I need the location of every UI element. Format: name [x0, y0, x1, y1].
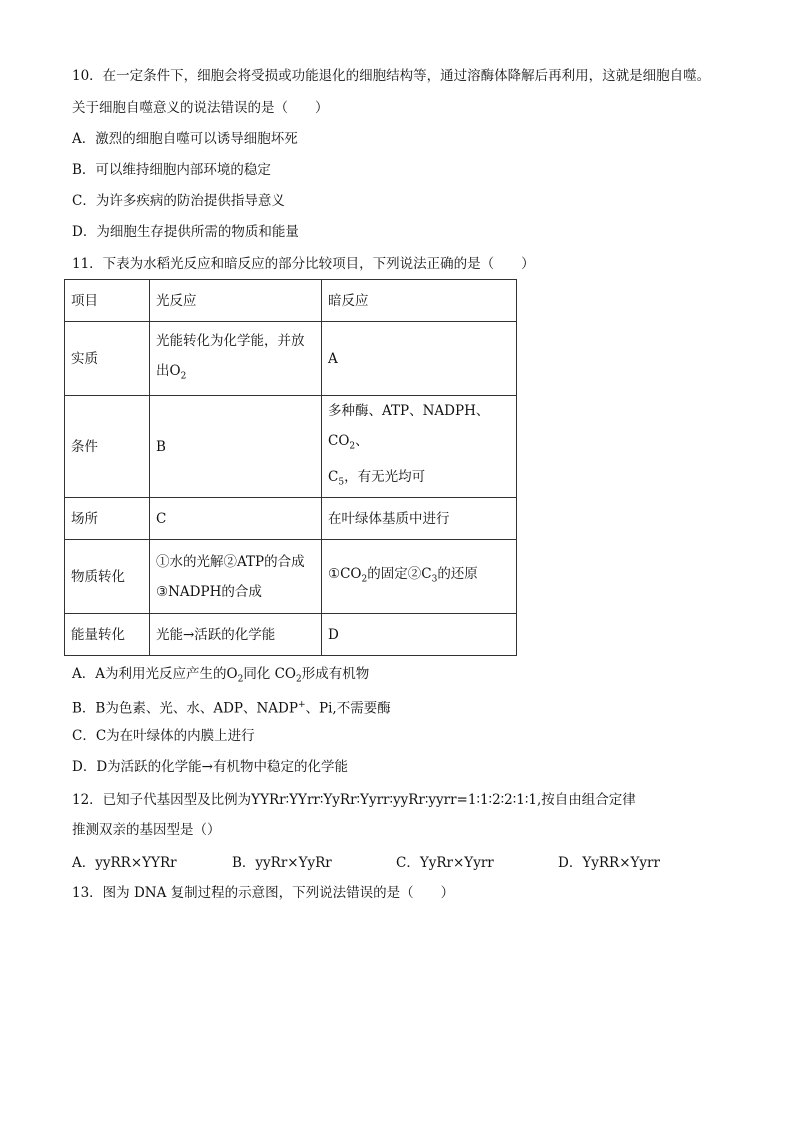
- q12-option-d: D．YyRR×Yyrr: [558, 855, 660, 871]
- table-cell: $①CO_2$的固定$②C_3$的还原: [322, 540, 517, 614]
- q10-stem-line1: 10．在一定条件下，细胞会将受损或功能退化的细胞结构等，通过溶酶体降解后再利用，这就是细胞自噬。: [72, 68, 711, 84]
- q11-option-d: D．D为活跃的化学能→有机物中稳定的化学能: [72, 759, 348, 775]
- row-label: 物质转化: [65, 540, 150, 614]
- table-cell: A: [322, 322, 517, 396]
- table-row: [65, 498, 517, 540]
- table-row: [65, 280, 517, 322]
- q11-option-a: A．A为利用光反应产生的$O_2$同化 $CO_2$形成有机物: [72, 666, 370, 685]
- table-cell: C: [150, 498, 322, 540]
- table-cell: 多种酶、ATP、NADPH、$CO_2$、 $C_5$，有无光均可: [322, 396, 517, 498]
- table-cell: B: [150, 396, 322, 498]
- table-cell: D: [322, 614, 517, 656]
- q11-option-c: C．C为在叶绿体的内膜上进行: [72, 728, 255, 744]
- q12-option-c: C．YyRr×Yyrr: [396, 855, 494, 871]
- q10-option-c: C．为许多疾病的防治提供指导意义: [72, 193, 285, 209]
- q12-stem-line1: 12．已知子代基因型及比例为YYRr∶YYrr∶YyRr∶Yyrr∶yyRr∶yyrr=1∶1∶2∶2∶1∶1,按自由组合定律: [72, 792, 636, 808]
- table-row: [65, 614, 517, 656]
- comparison-table: [64, 279, 517, 656]
- q11-option-b: B．B为色素、光、水、ADP、NADP+、Pi,不需要酶: [72, 700, 391, 717]
- q10-option-b: B．可以维持细胞内部环境的稳定: [72, 162, 271, 178]
- row-label: 条件: [65, 396, 150, 498]
- q12-option-b: B．yyRr×YyRr: [232, 855, 332, 871]
- table-row: [65, 540, 517, 614]
- q12-stem-line2: 推测双亲的基因型是（）: [72, 822, 221, 838]
- header-light: 光反应: [150, 280, 322, 322]
- table-cell: 光能→活跃的化学能: [150, 614, 322, 656]
- q11-stem: 11．下表为水稻光反应和暗反应的部分比较项目，下列说法正确的是（ ）: [72, 256, 535, 272]
- header-item: 项目: [65, 280, 150, 322]
- q10-option-d: D．为细胞生存提供所需的物质和能量: [72, 224, 299, 240]
- q10-option-a: A．激烈的细胞自噬可以诱导细胞坏死: [72, 131, 298, 147]
- q12-option-a: A．yyRR×YYRr: [72, 855, 177, 871]
- q13-stem: 13．图为 DNA 复制过程的示意图，下列说法错误的是（ ）: [72, 885, 455, 901]
- table-cell: 光能转化为化学能，并放 出$O_2$: [150, 322, 322, 396]
- row-label: 场所: [65, 498, 150, 540]
- table-row: [65, 396, 517, 498]
- table-row: [65, 322, 517, 396]
- header-dark: 暗反应: [322, 280, 517, 322]
- q10-stem-line2: 关于细胞自噬意义的说法错误的是（ ）: [72, 100, 329, 116]
- row-label: 能量转化: [65, 614, 150, 656]
- table-cell: 在叶绿体基质中进行: [322, 498, 517, 540]
- row-label: 实质: [65, 322, 150, 396]
- table-cell: ①水的光解②ATP的合成 ③NADPH的合成: [150, 540, 322, 614]
